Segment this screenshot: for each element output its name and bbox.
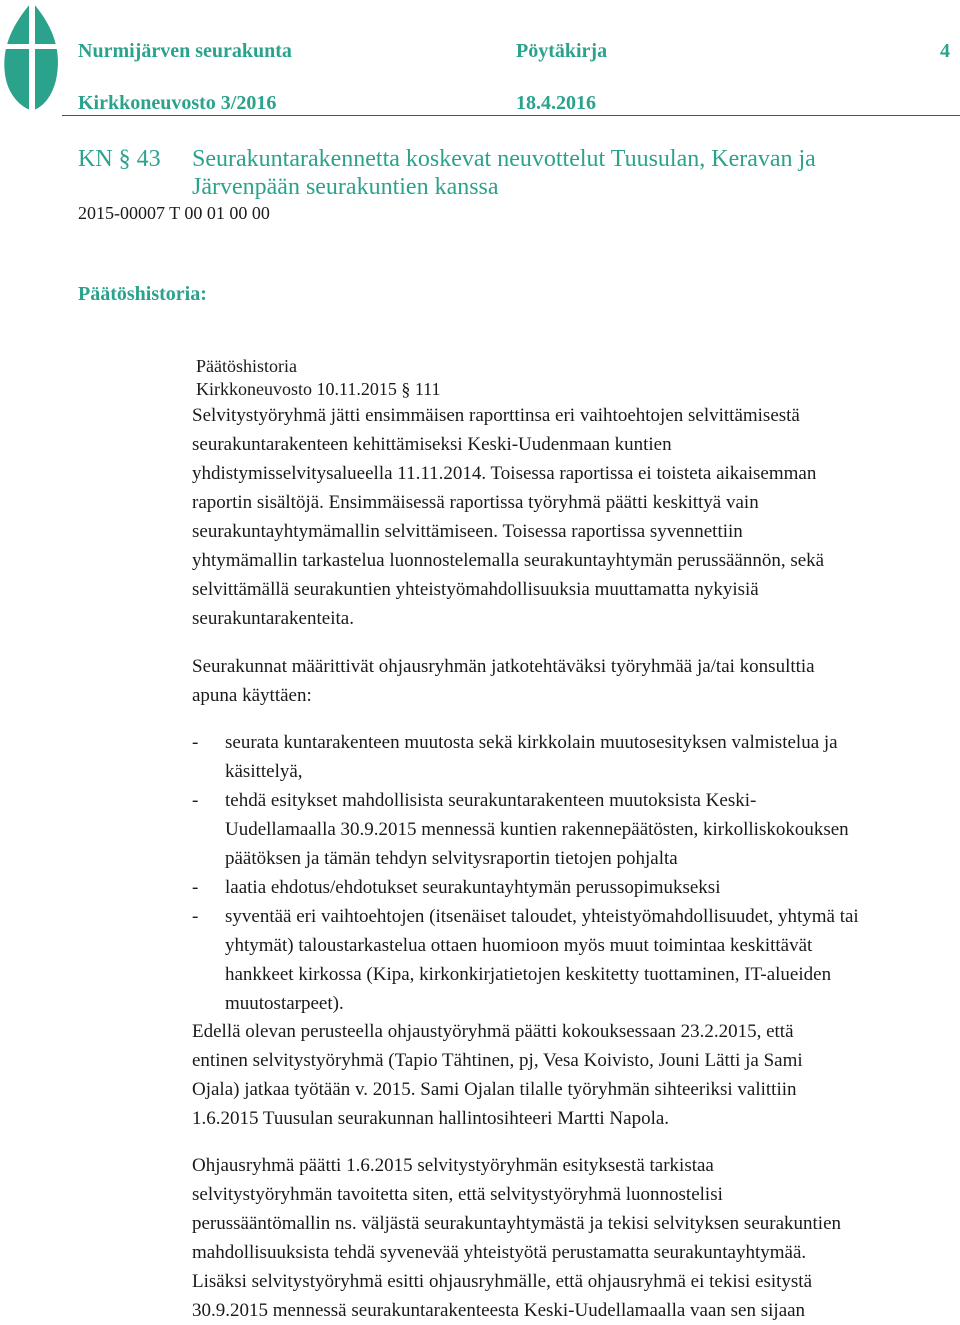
history-reference-meeting: Kirkkoneuvosto 10.11.2015: [196, 379, 397, 399]
paragraph-line: Edellä olevan perusteella ohjaustyöryhmä päätti kokouksessaan 23.2.2015, että: [192, 1021, 794, 1042]
paragraph-1: [192, 401, 956, 633]
paragraph-line: seurakuntayhtymämallin selvittämiseen. Toisessa raportissa syvennettiin: [192, 521, 743, 542]
paragraph-line: entinen selvitystyöryhmä (Tapio Tähtinen, pj, Vesa Koivisto, Jouni Lätti ja Sami: [192, 1050, 803, 1071]
paragraph-4: [192, 1151, 956, 1325]
record-id: 2015-00007 T 00 01 00 00: [78, 203, 270, 223]
paragraph-line: Lisäksi selvitystyöryhmä esitti ohjausryhmälle, että ohjausryhmä ei tekisi esitystä: [192, 1271, 813, 1292]
paragraph-line: selvitystyöryhmän tavoitetta siten, että selvitystyöryhmä luonnostelisi: [192, 1184, 723, 1205]
paragraph-line: yhdistymisselvitysalueella 11.11.2014. Toisessa raportissa ei toisteta aikaisemman: [192, 463, 817, 484]
task-list: [192, 728, 956, 1018]
item-number: KN § 43: [78, 146, 161, 172]
list-item: - laatia ehdotus/ehdotukset seurakuntayhtymän perussopimukseksi: [192, 877, 721, 898]
meeting-name: Kirkkoneuvosto 3/2016: [78, 92, 277, 114]
paragraph-line: Seurakunnat määrittivät ohjausryhmän jatkotehtäväksi työryhmää ja/tai konsulttia: [192, 656, 815, 677]
parish-logo-icon: [0, 0, 62, 112]
paragraph-3: [192, 1017, 956, 1133]
org-name: Nurmijärven seurakunta: [78, 40, 292, 62]
paragraph-line: 30.9.2015 mennessä seurakuntarakenteesta Keski-Uudellamaalla vaan sen sijaan: [192, 1300, 806, 1321]
history-label: Päätöshistoria: [196, 356, 297, 376]
paragraph-line: yhtymämallin tarkastelua luonnostelemalla seurakuntayhtymän perussäännön, sekä: [192, 550, 825, 571]
decision-history-heading: Päätöshistoria:: [78, 283, 207, 305]
paragraph-line: seurakuntarakenteita.: [192, 608, 354, 629]
paragraph-line: 1.6.2015 Tuusulan seurakunnan hallintosihteeri Martti Napola.: [192, 1108, 670, 1129]
page-number: 4: [940, 40, 950, 62]
history-reference-section: § 111: [401, 379, 441, 399]
list-item: - syventää eri vaihtoehtojen (itsenäiset taloudet, yhteistyömahdollisuudet, yhtymä tai yhtymät) taloustarkastelua ottaen huomioon myös muut toimintaa keskittävät hankkeet kirkossa (Kipa, kirkonkirjatietojen keskitetty tuottaminen, IT-alueiden muutostarpeet).: [192, 906, 859, 1014]
paragraph-line: mahdollisuuksista tehdä syvenevää yhteistyötä perustamatta seurakuntayhtymää.: [192, 1242, 807, 1263]
paragraph-2: [192, 652, 956, 710]
paragraph-line: seurakuntarakenteen kehittämiseksi Keski-Uudenmaan kuntien: [192, 434, 672, 455]
paragraph-line: Ojala) jatkaa työtään v. 2015. Sami Ojalan tilalle työryhmän sihteeriksi valittiin: [192, 1079, 797, 1100]
list-item: - seurata kuntarakenteen muutosta sekä kirkkolain muutosesityksen valmistelua ja käsittelyä,: [192, 732, 838, 782]
paragraph-line: perussääntömallin ns. väljästä seurakuntayhtymästä ja tekisi selvityksen seurakuntien: [192, 1213, 842, 1234]
paragraph-line: raportin sisältöjä. Ensimmäisessä raportissa työryhmä päätti keskittyä vain: [192, 492, 759, 513]
meeting-date: 18.4.2016: [516, 92, 596, 114]
paragraph-line: Selvitystyöryhmä jätti ensimmäisen raporttinsa eri vaihtoehtojen selvittämisestä: [192, 405, 800, 426]
paragraph-line: Ohjausryhmä päätti 1.6.2015 selvitystyöryhmän esityksestä tarkistaa: [192, 1155, 714, 1176]
paragraph-line: selvittämällä seurakuntien yhteistyömahdollisuuksia muuttamatta nykyisiä: [192, 579, 759, 600]
paragraph-line: apuna käyttäen:: [192, 685, 312, 706]
header-rule: [62, 115, 960, 116]
list-item: - tehdä esitykset mahdollisista seurakuntarakenteen muutoksista Keski- Uudellamaalla 30.9.2015 mennessä kuntien rakennepäätösten, kirkolliskokouksen päätöksen ja tämän tehdyn selvitysraportin tietojen pohjalta: [192, 790, 849, 869]
item-title-line-1: Seurakuntarakennetta koskevat neuvottelut Tuusulan, Keravan ja: [192, 146, 816, 172]
document-type: Pöytäkirja: [516, 40, 608, 62]
item-title-line-2: Järvenpään seurakuntien kanssa: [192, 174, 499, 200]
history-reference: [196, 378, 441, 400]
